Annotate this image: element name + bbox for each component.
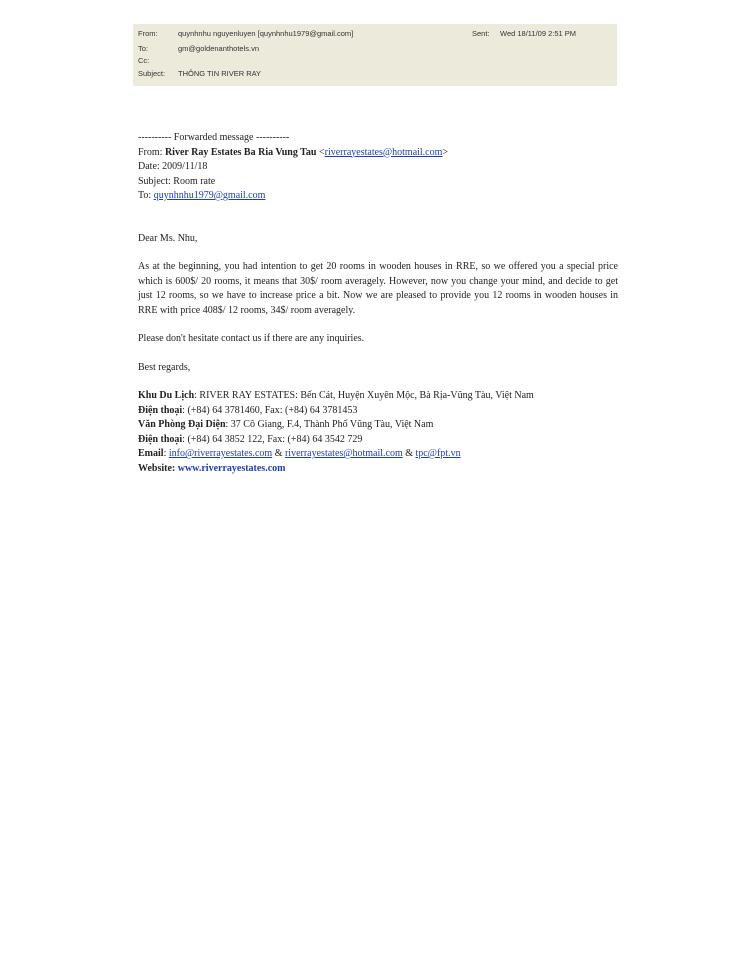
message-paragraph-2: Please don't hesitate contact us if there are any inquiries. xyxy=(138,333,365,344)
signature-line-3-text: : 37 Cô Giang, F.4, Thành Phố Vũng Tàu, Việt Nam xyxy=(225,419,434,430)
signature-amp-1: & xyxy=(272,448,285,459)
forwarded-to xyxy=(138,189,618,204)
message-paragraph-1: As at the beginning, you had intention to get 20 rooms in wooden houses in RRE, so we offered you a special price which is 600$/ 20 rooms, it means that 30$/ room averagely. However, now you change your mind, and decide to get just 12 rooms, so we have to increase price a bit. Now we are pleased to provide you 12 rooms in wooden houses in RRE with price 408$/ 12 rooms, 34$/ room averagely. xyxy=(138,261,618,316)
signature-line-1-label: Khu Du Lịch xyxy=(138,390,195,401)
forwarded-from-prefix: From: xyxy=(138,146,165,158)
header-subject-value: THÔNG TIN RIVER RAY xyxy=(178,69,262,78)
signature-line-2-text: : (+84) 64 3781460, Fax: (+84) 64 3781453 xyxy=(182,404,358,416)
header-to-value: gm@goldenanthotels.vn xyxy=(178,44,259,53)
signature-website-line xyxy=(138,462,618,477)
header-to-row xyxy=(138,44,259,53)
header-from-label: From: xyxy=(138,29,158,38)
forwarded-subject: Subject: Room rate xyxy=(138,175,216,187)
signature-email-link-3[interactable]: tpc@fpt.vn xyxy=(415,448,461,459)
header-sent-label: Sent: xyxy=(472,29,490,38)
signature-website-colon: : xyxy=(171,462,178,474)
signature-line-1-text: : RIVER RAY ESTATES: Bến Cát, Huyện Xuyên Mộc, Bà Rịa-Vũng Tàu, Việt Nam xyxy=(194,390,534,401)
spacer xyxy=(138,246,618,260)
header-from-value: quynhnhu nguyenluyen [quynhnhu1979@gmail.com] xyxy=(178,29,354,38)
forwarded-date: Date: 2009/11/18 xyxy=(138,161,208,172)
signature-line-2-label: Điện thoại xyxy=(138,404,183,416)
signature-email-colon: : xyxy=(163,448,169,459)
spacer xyxy=(138,375,618,389)
signature-email-link-2[interactable]: riverrayestates@hotmail.com xyxy=(284,448,403,459)
signature-line-3 xyxy=(138,418,618,433)
header-sent-value: Wed 18/11/09 2:51 PM xyxy=(500,29,577,38)
signature-line-1 xyxy=(138,389,618,404)
header-to-label: To: xyxy=(138,44,149,53)
signature-website-label: Website xyxy=(138,462,172,474)
forwarded-to-email-link[interactable]: quynhnhu1979@gmail.com xyxy=(153,190,266,201)
forwarded-email-close: > xyxy=(442,146,449,158)
signature xyxy=(138,389,618,476)
forwarded-from-email-link[interactable]: riverrayestates@hotmail.com xyxy=(324,146,443,158)
signature-line-3-label: Văn Phòng Đại Diện xyxy=(138,419,226,430)
signature-line-4-text: : (+84) 64 3852 122, Fax: (+84) 64 3542 729 xyxy=(182,433,363,445)
greeting: Dear Ms. Nhu, xyxy=(138,232,198,244)
forwarded-email-open: < xyxy=(316,146,325,158)
header-sent-row xyxy=(472,29,576,38)
signature-email-link-1[interactable]: info@riverrayestates.com xyxy=(168,448,273,459)
spacer xyxy=(138,318,618,332)
closing: Best regards, xyxy=(138,361,191,373)
header-cc-label: Cc: xyxy=(138,56,150,65)
signature-email-label: Email xyxy=(138,448,164,459)
forwarded-from xyxy=(138,146,618,161)
signature-email-line xyxy=(138,447,618,462)
spacer xyxy=(138,204,618,232)
header-cc-row xyxy=(138,56,178,65)
signature-line-4 xyxy=(138,433,618,448)
forwarded-from-name: River Ray Estates Ba Ria Vung Tau xyxy=(164,146,317,158)
header-subject-label: Subject: xyxy=(138,69,166,78)
header-subject-row xyxy=(138,69,261,78)
spacer xyxy=(138,347,618,361)
signature-line-2 xyxy=(138,404,618,419)
signature-website-link[interactable]: www.riverrayestates.com xyxy=(177,462,286,474)
signature-line-4-label: Điện thoại xyxy=(138,433,183,445)
signature-amp-2: & xyxy=(402,448,416,459)
forwarded-marker: ---------- Forwarded message ---------- xyxy=(138,132,290,143)
header-from-row xyxy=(138,29,353,38)
email-body xyxy=(138,131,618,476)
email-header xyxy=(133,24,617,86)
forwarded-to-prefix: To: xyxy=(138,190,154,201)
